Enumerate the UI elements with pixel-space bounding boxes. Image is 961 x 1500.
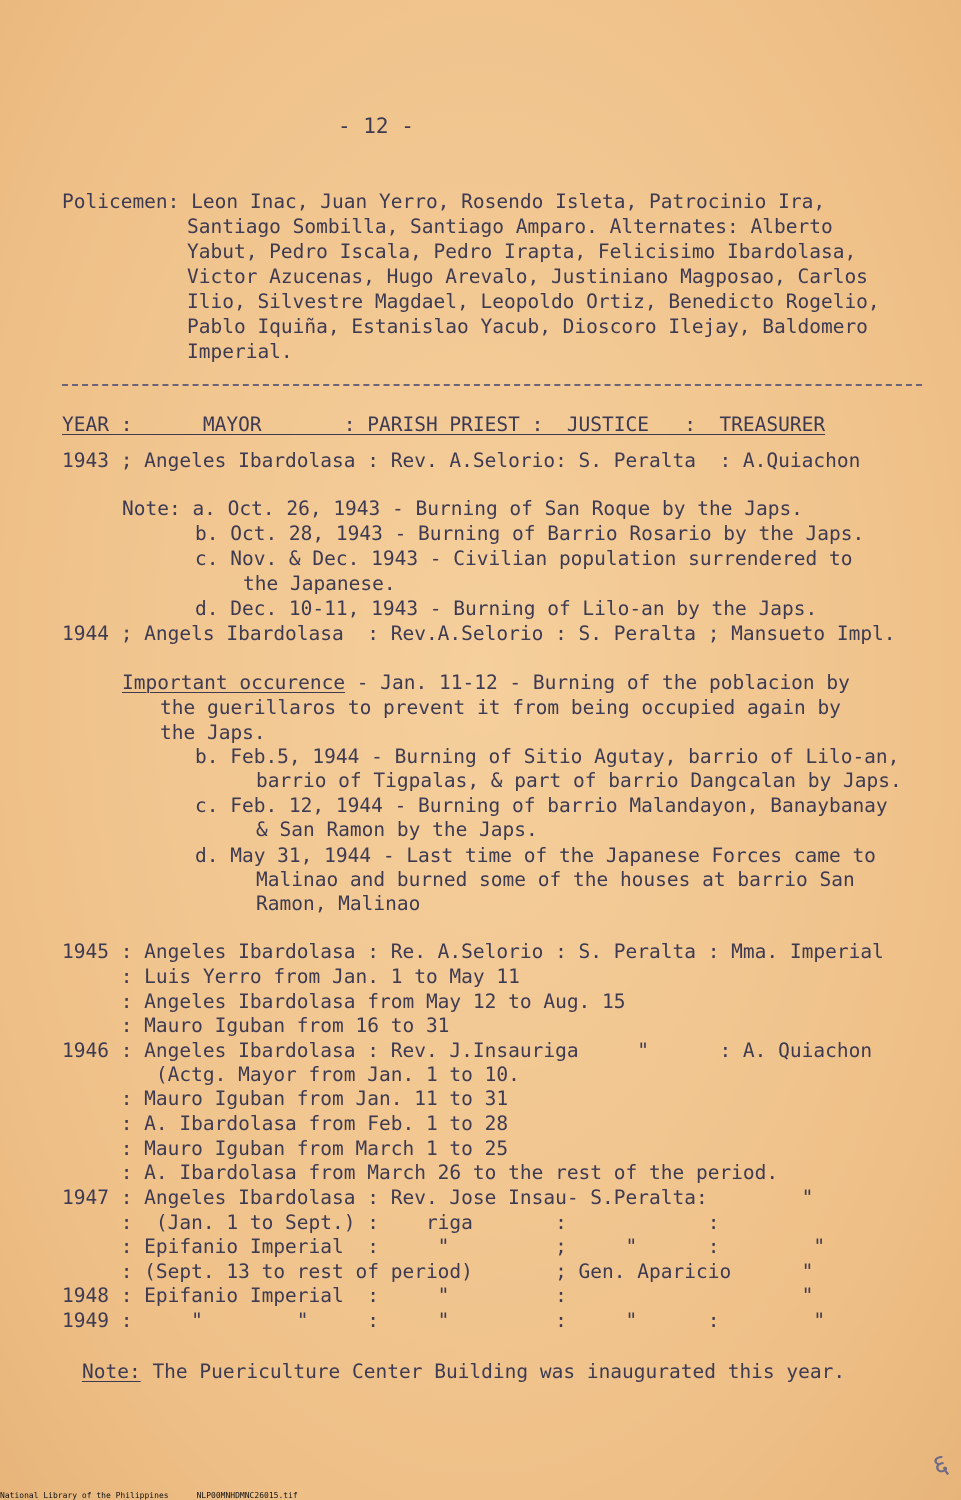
record-line: : Angeles Ibardolasa from May 12 to Aug. 15	[62, 990, 626, 1013]
record-line: (Actg. Mayor from Jan. 1 to 10.	[62, 1063, 520, 1086]
occurence-line: barrio of Tigpalas, & part of barrio Dangcalan by Japs.	[256, 769, 902, 792]
occurence-line: b. Feb.5, 1944 - Burning of Sitio Agutay, barrio of Lilo-an,	[195, 745, 900, 768]
record-line: : (Jan. 1 to Sept.) : riga : :	[62, 1211, 720, 1234]
row-1943: 1943 ; Angeles Ibardolasa : Rev. A.Selorio: S. Peralta : A.Quiachon	[62, 449, 861, 472]
note-1943-c: c. Nov. & Dec. 1943 - Civilian population surrendered to	[195, 547, 853, 570]
record-line: : (Sept. 13 to rest of period) ; Gen. Aparicio "	[62, 1260, 814, 1283]
policemen-line: Pablo Iquiña, Estanislao Yacub, Dioscoro Ilejay, Baldomero	[187, 315, 868, 338]
table-header: YEAR : MAYOR : PARISH PRIEST : JUSTICE : TREASURER	[62, 413, 826, 436]
note-1943-d: d. Dec. 10-11, 1943 - Burning of Lilo-an by the Japs.	[195, 597, 818, 620]
policemen-line: Santiago Sombilla, Santiago Amparo. Alternates: Alberto	[187, 215, 833, 238]
occurence-rest: - Jan. 11-12 - Burning of the poblacion by	[345, 671, 850, 694]
note-1943-c-cont: the Japanese.	[243, 572, 396, 595]
record-line: : Mauro Iguban from March 1 to 25	[62, 1137, 509, 1160]
occurence-line	[122, 671, 850, 695]
policemen-line: Yabut, Pedro Iscala, Pedro Irapta, Felicisimo Ibardolasa,	[187, 240, 857, 263]
occurence-line: the guerillaros to prevent it from being occupied again by	[160, 696, 841, 719]
footer-library: National Library of the Philippines	[0, 1491, 169, 1500]
occurence-line: d. May 31, 1944 - Last time of the Japanese Forces came to	[195, 844, 876, 867]
divider-line	[62, 384, 922, 386]
handwritten-mark: ६	[929, 1446, 952, 1483]
record-line: : A. Ibardolasa from Feb. 1 to 28	[62, 1112, 509, 1135]
record-line: 1946 : Angeles Ibardolasa : Rev. J.Insauriga " : A. Quiachon	[62, 1039, 873, 1062]
final-note-text: The Puericulture Center Building was inaugurated this year.	[140, 1360, 846, 1383]
final-note-label: Note:	[82, 1360, 141, 1383]
footer	[0, 1491, 326, 1500]
record-line: : Epifanio Imperial : " ; " : "	[62, 1235, 826, 1258]
footer-filename: NLP00MNHDMNC26015.tif	[196, 1491, 298, 1500]
occurence-line: & San Ramon by the Japs.	[256, 818, 538, 841]
record-line: 1948 : Epifanio Imperial : " : "	[62, 1284, 814, 1307]
policemen-line: Victor Azucenas, Hugo Arevalo, Justiniano Magposao, Carlos	[187, 265, 868, 288]
policemen-line: Ilio, Silvestre Magdael, Leopoldo Ortiz, Benedicto Rogelio,	[187, 290, 880, 313]
final-note	[82, 1360, 845, 1384]
note-1943-a: Note: a. Oct. 26, 1943 - Burning of San Roque by the Japs.	[122, 497, 803, 520]
record-line: 1945 : Angeles Ibardolasa : Re. A.Selorio : S. Peralta : Mma. Imperial	[62, 940, 884, 963]
occurence-label: Important occurence	[122, 671, 346, 694]
record-line: : Luis Yerro from Jan. 1 to May 11	[62, 965, 520, 988]
record-line: : A. Ibardolasa from March 26 to the rest of the period.	[62, 1161, 779, 1184]
policemen-line: Policemen: Leon Inac, Juan Yerro, Rosendo Isleta, Patrocinio Ira,	[62, 190, 826, 213]
note-1943-b: b. Oct. 28, 1943 - Burning of Barrio Rosario by the Japs.	[195, 522, 865, 545]
record-line: : Mauro Iguban from 16 to 31	[62, 1014, 450, 1037]
occurence-line: the Japs.	[160, 721, 266, 744]
occurence-line: c. Feb. 12, 1944 - Burning of barrio Malandayon, Banaybanay	[195, 794, 888, 817]
record-line: 1947 : Angeles Ibardolasa : Rev. Jose Insau- S.Peralta: "	[62, 1186, 814, 1209]
occurence-line: Malinao and burned some of the houses at barrio San	[256, 868, 855, 891]
record-line: : Mauro Iguban from Jan. 11 to 31	[62, 1087, 509, 1110]
policemen-line: Imperial.	[187, 340, 293, 363]
record-line: 1949 : " " : " : " : "	[62, 1309, 826, 1332]
row-1944: 1944 ; Angels Ibardolasa : Rev.A.Selorio : S. Peralta ; Mansueto Impl.	[62, 622, 896, 645]
page-number: - 12 -	[338, 114, 414, 138]
occurence-line: Ramon, Malinao	[256, 892, 421, 915]
